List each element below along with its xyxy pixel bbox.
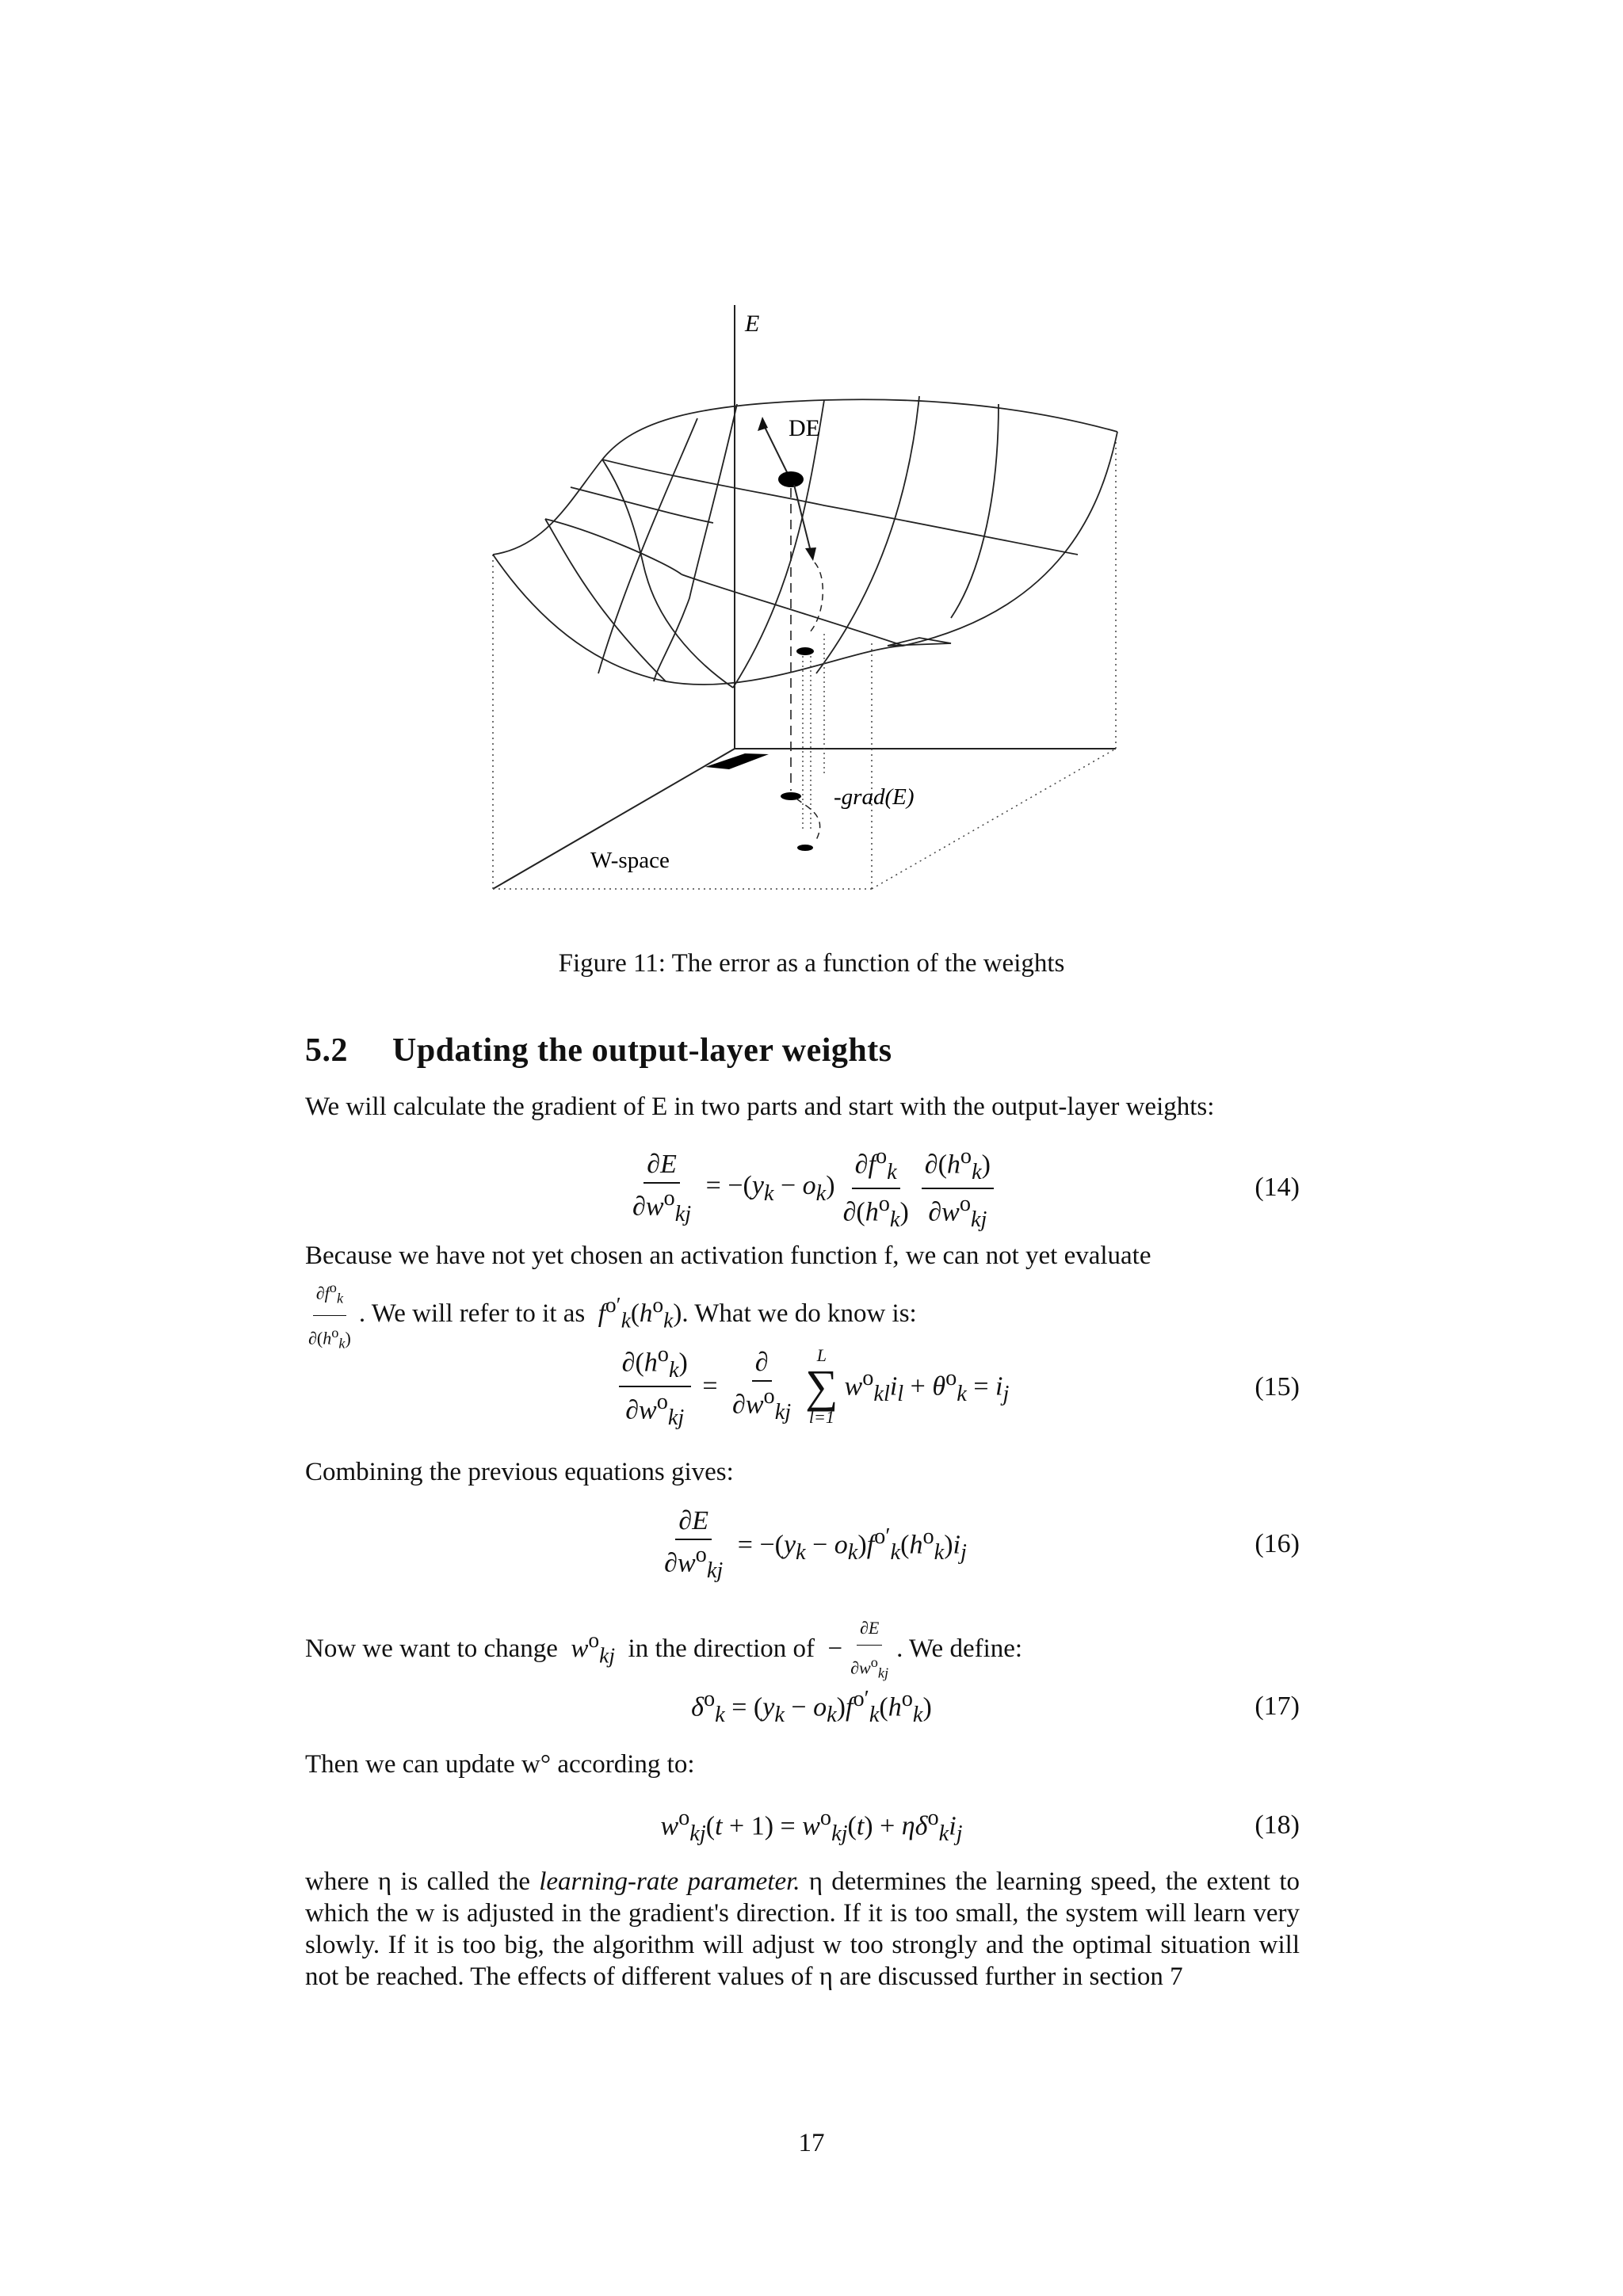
section-title: Updating the output-layer weights (392, 1032, 892, 1069)
equation-number-16: (16) (1254, 1529, 1300, 1558)
paragraph-change-end: . We define: (896, 1634, 1023, 1663)
paragraph-activation-mid: . We will refer to it as (358, 1299, 586, 1328)
paragraph-change-start: Now we want to change (305, 1634, 558, 1663)
figure-caption: Figure 11: The error as a function of the weights (558, 949, 1065, 978)
de-label: DE (789, 415, 820, 441)
equation-number-17: (17) (1254, 1691, 1300, 1721)
equation-number-15: (15) (1254, 1372, 1300, 1402)
paragraph-combining: Combining the previous equations gives: (305, 1458, 734, 1486)
section-number: 5.2 (305, 1032, 348, 1069)
page-number: 17 (798, 2129, 825, 2157)
paragraph-activation-line1: Because we have not yet chosen an activation function f, we can not yet evaluate (305, 1241, 1151, 1270)
paragraph-intro: We will calculate the gradient of E in two parts and start with the output-layer weights: (305, 1093, 1215, 1121)
paragraph-activation: Because we have not yet chosen an activation function f, we can not yet evaluate $\frac{\partial f^o_k}{\partial(h^o_k)}$ . We will refer to it as $f^{o'}_k(h^o_k)$. What we do know is: (305, 1241, 1151, 1352)
floor-wedge (705, 753, 769, 769)
current-point (778, 471, 804, 487)
error-surface-diagram (475, 301, 1125, 895)
paragraph-activation-end: . What we do know is: (682, 1299, 917, 1328)
equation-17: $\delta^o_k = (y_k - o_k)f^{o'}_k(h^o_k)$ (17) (691, 1686, 1300, 1728)
paragraph-change-mid: in the direction of (628, 1634, 815, 1663)
grad-label: -grad(E) (834, 784, 915, 810)
axis-e-label: E (745, 311, 760, 337)
equation-number-14: (14) (1254, 1173, 1300, 1202)
wspace-label: W-space (590, 848, 670, 873)
de-arrow (762, 422, 789, 477)
equation-16: $\frac{\partial E}{\partial w^o_{kj}}$ = $-(y_k - o_k)f^{o'}_k(h^o_k)i_j$ (16) (664, 1505, 1300, 1584)
next-point (796, 647, 814, 655)
paragraph-update: Then we can update w° according to: (305, 1750, 695, 1779)
paragraph-learning-rate-start: where η is called the (305, 1867, 530, 1896)
paragraph-learning-rate (305, 1866, 1300, 1993)
paragraph-learning-rate-body: η determines the learning speed, the extent to which the w is adjusted in the gradient's direction. If it is too small, the system will learn very slowly. If it is too big, the algorithm will adjust w too strongly and the optimal situation will not be reached. The effects of different values of η are discussed further in section 7 (305, 1867, 1300, 1991)
equation-number-18: (18) (1254, 1810, 1300, 1840)
error-surface-figure (475, 301, 1125, 895)
equation-15: $\frac{\partial(h^o_k)}{\partial w^o_{kj}}$ = $\frac{\partial}{\partial w^o_{kj}}$ L ∑ l=1 $w^o_{kl}i_l + \theta^o_k = i_j$ (15) (0, 1339, 1623, 1434)
equation-14: $\frac{\partial E}{\partial w^o_{kj}}$ = $-(y_k - o_k)$ $\frac{\partial f^o_k}{\partial(h^o_k)}$ $\frac{\partial(h^o_k)}{\partial w^o_{kj}}$ (14) (632, 1143, 1300, 1233)
projected-next-point (797, 845, 813, 851)
equation-18: $w^o_{kj}(t + 1) = w^o_{kj}(t) + \eta\delta^o_ki_j$ (18) (660, 1805, 1300, 1847)
section-heading (305, 1032, 892, 1070)
paragraph-change: Now we want to change $w^o_{kj}$ in the direction of − $\frac{\partial E}{\partial w^o_{kj}}$ . We define: (305, 1612, 1300, 1689)
projected-point (781, 792, 801, 800)
learning-rate-term: learning-rate parameter. (539, 1867, 800, 1896)
